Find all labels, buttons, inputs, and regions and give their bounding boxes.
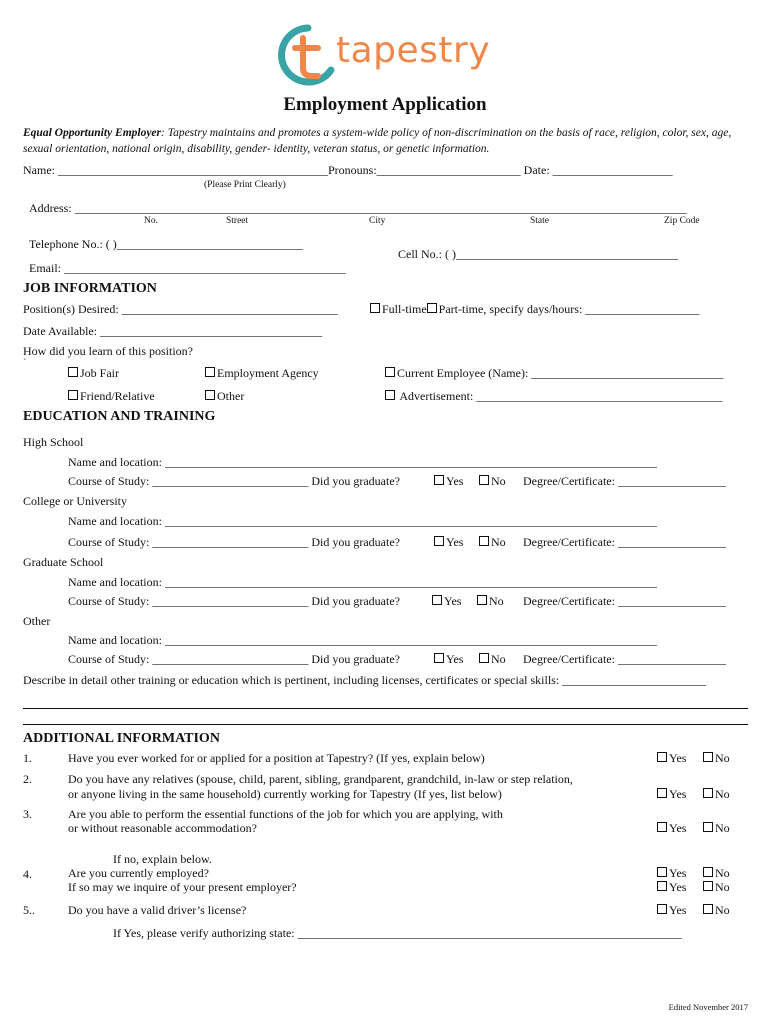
job-fair-label: Job Fair	[80, 366, 119, 380]
source-option-agency	[205, 366, 319, 381]
q1-number: 1.	[23, 751, 32, 765]
college-degree-field[interactable]: Degree/Certificate: __________________	[523, 535, 726, 549]
parttime-checkbox[interactable]	[427, 303, 437, 313]
page-title: Employment Application	[283, 94, 487, 115]
q4a-yes-checkbox[interactable]	[657, 867, 667, 877]
agency-checkbox[interactable]	[205, 367, 215, 377]
q4a-no-checkbox[interactable]	[703, 867, 713, 877]
q4b-no-checkbox[interactable]	[703, 881, 713, 891]
q1-yes-option	[657, 750, 686, 766]
address-part-city: City	[369, 216, 386, 226]
date-available-field[interactable]: Date Available: _____________________________________	[23, 324, 323, 338]
q2-number: 2.	[23, 772, 32, 786]
source-option-job-fair	[68, 366, 119, 381]
current-employee-checkbox[interactable]	[385, 367, 395, 377]
q2-yes-label: Yes	[669, 787, 687, 801]
q2-text-line2: or anyone living in the same household) currently working for Tapestry (If yes, list below)	[68, 787, 502, 801]
other-checkbox[interactable]	[205, 390, 215, 400]
grad-yes-label: Yes	[444, 594, 462, 608]
edited-date: Edited November 2017	[668, 1002, 748, 1012]
college-no-checkbox[interactable]	[479, 536, 489, 546]
hs-yes-option	[434, 474, 463, 489]
print-note: (Please Print Clearly)	[204, 180, 286, 190]
source-option-advertisement	[385, 389, 722, 404]
q1-no-option	[703, 750, 730, 766]
hs-no-option	[479, 474, 506, 489]
other-no-checkbox[interactable]	[479, 653, 489, 663]
college-name-location-field[interactable]: Name and location: __________________________________________________________________________________	[68, 514, 657, 528]
college-yes-option	[434, 535, 463, 550]
q1-yes-checkbox[interactable]	[657, 752, 667, 762]
q3-text-line2: or without reasonable accommodation?	[68, 821, 257, 835]
fulltime-checkbox[interactable]	[370, 303, 380, 313]
tapestry-logo	[278, 24, 498, 88]
fulltime-label: Full-time	[382, 302, 427, 316]
q5-yes-option	[657, 902, 686, 918]
grad-degree-field[interactable]: Degree/Certificate: __________________	[523, 594, 726, 608]
q5-no-label: No	[715, 903, 730, 917]
hs-name-location-field[interactable]: Name and location: __________________________________________________________________________________	[68, 455, 657, 469]
grad-course-row	[68, 594, 400, 609]
job-fair-checkbox[interactable]	[68, 367, 78, 377]
tapestry-logo-mark-icon	[278, 24, 338, 88]
q3-no-option	[703, 820, 730, 836]
address-part-state: State	[530, 216, 549, 226]
college-yes-checkbox[interactable]	[434, 536, 444, 546]
address-part-no: No.	[144, 216, 158, 226]
describe-line-1[interactable]	[23, 708, 748, 709]
how-learn-label: How did you learn of this position?	[23, 344, 193, 358]
additional-heading: ADDITIONAL INFORMATION	[23, 731, 220, 746]
q1-no-label: No	[715, 751, 730, 765]
q4b-no-option	[703, 879, 730, 895]
logo-wordmark: tapestry	[336, 30, 491, 71]
q3-text-line1: Are you able to perform the essential functions of the job for which you are applying, with	[68, 807, 503, 821]
telephone-field[interactable]: Telephone No.: ( )_______________________________	[29, 237, 303, 251]
other-degree-field[interactable]: Degree/Certificate: __________________	[523, 652, 726, 666]
hs-no-label: No	[491, 474, 506, 488]
grad-course-field[interactable]: Course of Study: __________________________	[68, 594, 309, 608]
other-label: Other	[217, 389, 245, 403]
other-yes-option	[434, 652, 463, 667]
q3-no-checkbox[interactable]	[703, 822, 713, 832]
name-pronouns-date-field[interactable]: Name: _____________________________________________Pronouns:________________________ Date: ____________________	[23, 163, 673, 177]
agency-label: Employment Agency	[217, 366, 319, 380]
grad-no-checkbox[interactable]	[477, 595, 487, 605]
level-other: Other	[23, 614, 51, 628]
q5-no-option	[703, 902, 730, 918]
college-course-row	[68, 535, 400, 550]
other-course-field[interactable]: Course of Study: __________________________	[68, 652, 309, 666]
q5-text: Do you have a valid driver’s license?	[68, 903, 247, 917]
grad-graduate-label: Did you graduate?	[311, 594, 400, 608]
other-yes-label: Yes	[446, 652, 464, 666]
college-yes-label: Yes	[446, 535, 464, 549]
job-info-heading: JOB INFORMATION	[23, 281, 157, 296]
q5-yes-label: Yes	[669, 903, 687, 917]
address-field[interactable]: Address: ______________________________________________________________________________________________________	[29, 201, 687, 215]
other-name-location-field[interactable]: Name and location: __________________________________________________________________________________	[68, 633, 657, 647]
source-option-other	[205, 389, 244, 404]
q2-no-label: No	[715, 787, 730, 801]
q4b-yes-label: Yes	[669, 880, 687, 894]
college-course-field[interactable]: Course of Study: __________________________	[68, 535, 309, 549]
college-no-label: No	[491, 535, 506, 549]
q4b-yes-option	[657, 879, 686, 895]
cell-field[interactable]: Cell No.: ( )_____________________________________	[398, 247, 678, 261]
hs-yes-checkbox[interactable]	[434, 475, 444, 485]
grad-yes-checkbox[interactable]	[432, 595, 442, 605]
parttime-label[interactable]: Part-time, specify days/hours: ___________________	[438, 302, 700, 316]
current-employee-field[interactable]: Current Employee (Name): ________________________________	[397, 366, 724, 380]
q1-text: Have you ever worked for or applied for a position at Tapestry? (If yes, explain below)	[68, 751, 485, 765]
other-yes-checkbox[interactable]	[434, 653, 444, 663]
other-no-option	[479, 652, 506, 667]
grad-yes-option	[432, 594, 461, 609]
address-part-zip: Zip Code	[664, 216, 700, 226]
college-graduate-label: Did you graduate?	[311, 535, 400, 549]
friend-label: Friend/Relative	[80, 389, 155, 403]
source-option-current-employee	[385, 366, 723, 381]
advertisement-field[interactable]: Advertisement: _________________________________________	[397, 389, 723, 403]
education-heading: EDUCATION AND TRAINING	[23, 409, 216, 424]
hs-course-field[interactable]: Course of Study: __________________________	[68, 474, 309, 488]
q3-explain-note: If no, explain below.	[113, 852, 212, 866]
q4-text-line1: Are you currently employed?	[68, 866, 209, 880]
q4b-yes-checkbox[interactable]	[657, 881, 667, 891]
describe-training-field[interactable]: Describe in detail other training or education which is pertinent, including licenses, certificates or special skills: ________________________	[23, 673, 707, 687]
hs-yes-label: Yes	[446, 474, 464, 488]
positions-desired-field[interactable]: Position(s) Desired: ____________________________________	[23, 302, 338, 316]
q3-no-label: No	[715, 821, 730, 835]
hs-course-row	[68, 474, 400, 489]
q2-no-checkbox[interactable]	[703, 788, 713, 798]
hs-graduate-label: Did you graduate?	[311, 474, 400, 488]
grad-name-location-field[interactable]: Name and location: __________________________________________________________________________________	[68, 575, 657, 589]
stray-mark: `	[23, 358, 27, 368]
college-no-option	[479, 535, 506, 550]
level-graduate: Graduate School	[23, 555, 104, 569]
eoe-lead: Equal Opportunity Employer	[23, 127, 162, 139]
q5-yes-checkbox[interactable]	[657, 904, 667, 914]
q4-text-line2: If so may we inquire of your present employer?	[68, 880, 297, 894]
other-course-row	[68, 652, 400, 667]
q4a-no-label: No	[715, 866, 730, 880]
q4b-no-label: No	[715, 880, 730, 894]
q2-text-line1: Do you have any relatives (spouse, child, parent, sibling, grandparent, grandchild, in-law or step relation,	[68, 772, 573, 786]
q1-no-checkbox[interactable]	[703, 752, 713, 762]
q3-number: 3.	[23, 807, 32, 821]
address-part-street: Street	[226, 216, 249, 226]
level-college: College or University	[23, 494, 127, 508]
other-no-label: No	[491, 652, 506, 666]
q5-no-checkbox[interactable]	[703, 904, 713, 914]
other-graduate-label: Did you graduate?	[311, 652, 400, 666]
grad-no-option	[477, 594, 504, 609]
q2-no-option	[703, 786, 730, 802]
q1-yes-label: Yes	[669, 751, 687, 765]
employment-type-options	[370, 302, 699, 317]
q3-yes-checkbox[interactable]	[657, 822, 667, 832]
email-field[interactable]: Email: _______________________________________________	[29, 261, 346, 275]
q3-yes-label: Yes	[669, 821, 687, 835]
advertisement-checkbox[interactable]	[385, 390, 395, 400]
authorizing-state-field[interactable]: If Yes, please verify authorizing state: ________________________________________________________________	[113, 926, 682, 940]
q4-number: 4.	[23, 867, 32, 881]
friend-checkbox[interactable]	[68, 390, 78, 400]
level-high-school: High School	[23, 435, 84, 449]
eoe-statement	[23, 125, 748, 157]
describe-line-2[interactable]	[23, 724, 748, 725]
hs-degree-field[interactable]: Degree/Certificate: __________________	[523, 474, 726, 488]
q5-number: 5..	[23, 903, 35, 917]
q4a-yes-label: Yes	[669, 866, 687, 880]
source-option-friend	[68, 389, 155, 404]
grad-no-label: No	[489, 594, 504, 608]
hs-no-checkbox[interactable]	[479, 475, 489, 485]
q2-yes-option	[657, 786, 686, 802]
q2-yes-checkbox[interactable]	[657, 788, 667, 798]
q3-yes-option	[657, 820, 686, 836]
eoe-text: : Tapestry maintains and promotes a system-wide policy of non-discrimination on the basis of race, religion, color, sex, age, sexual orientation, national origin, disability, gender- identity, veteran status, or genetic information.	[23, 127, 732, 155]
